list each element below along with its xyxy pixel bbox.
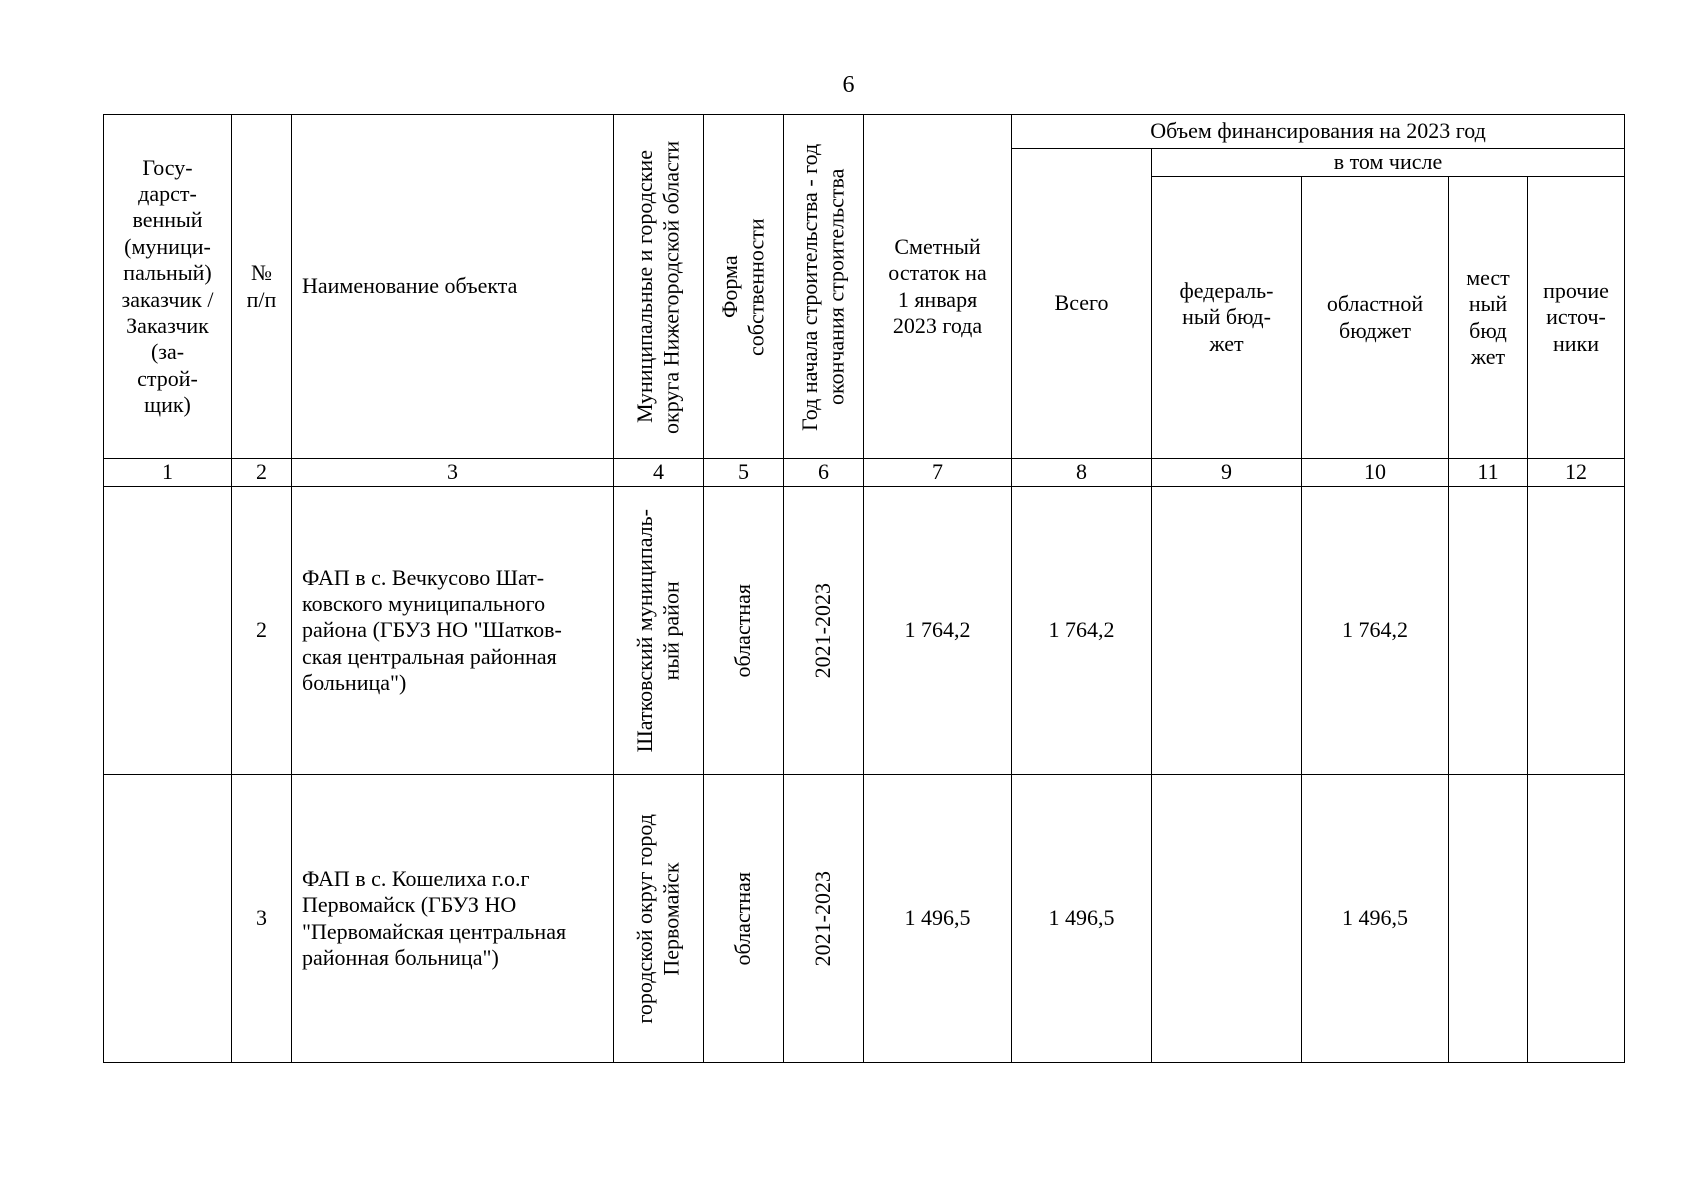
column-number: 3 xyxy=(292,459,614,487)
header-ownership-label: Форма собственности xyxy=(717,217,769,356)
cell-years xyxy=(784,775,864,1063)
header-funding-volume: Объем финансирования на 2023 год xyxy=(1012,115,1625,149)
header-municipality xyxy=(614,115,704,459)
cell-regional: 1 496,5 xyxy=(1302,775,1449,1063)
cell-other xyxy=(1528,487,1625,775)
cell-local xyxy=(1449,775,1528,1063)
header-including: в том числе xyxy=(1152,149,1625,177)
column-number: 4 xyxy=(614,459,704,487)
cell-years-text: 2021-2023 xyxy=(810,582,836,679)
header-total: Всего xyxy=(1012,149,1152,459)
header-years-label: Год начала строительства - год окончания строительства xyxy=(797,142,849,431)
header-row-1 xyxy=(104,115,1625,149)
header-regional: областной бюджет xyxy=(1302,177,1449,459)
cell-federal xyxy=(1152,775,1302,1063)
cell-object-name: ФАП в с. Кошелиха г.о.г Первомайск (ГБУЗ НО "Первомайская центральная районная больница") xyxy=(292,775,614,1063)
cell-regional: 1 764,2 xyxy=(1302,487,1449,775)
cell-ownership-text: областная xyxy=(730,871,756,966)
header-estimated-balance: Сметный остаток на 1 января 2023 года xyxy=(864,115,1012,459)
header-local: мест ный бюд жет xyxy=(1449,177,1528,459)
column-number: 11 xyxy=(1449,459,1528,487)
page-number: 6 xyxy=(842,72,855,98)
cell-years-text: 2021-2023 xyxy=(810,870,836,967)
cell-estimated-balance: 1 764,2 xyxy=(864,487,1012,775)
investment-table xyxy=(103,114,1625,1063)
header-customer: Госу- дарст- венный (муници- пальный) заказчик / Заказчик (за- строй- щик) xyxy=(104,115,232,459)
cell-federal xyxy=(1152,487,1302,775)
cell-num: 3 xyxy=(232,775,292,1063)
cell-years xyxy=(784,487,864,775)
cell-ownership xyxy=(704,487,784,775)
column-number: 6 xyxy=(784,459,864,487)
column-number: 2 xyxy=(232,459,292,487)
cell-municipality xyxy=(614,487,704,775)
table-row xyxy=(104,775,1625,1063)
header-object-name: Наименование объекта xyxy=(292,115,614,459)
column-number: 9 xyxy=(1152,459,1302,487)
column-number: 7 xyxy=(864,459,1012,487)
column-number: 1 xyxy=(104,459,232,487)
cell-total: 1 496,5 xyxy=(1012,775,1152,1063)
cell-customer xyxy=(104,487,232,775)
cell-ownership-text: областная xyxy=(730,583,756,678)
column-number: 5 xyxy=(704,459,784,487)
cell-municipality-text: Шатковский муниципаль- ный район xyxy=(632,508,684,753)
cell-total: 1 764,2 xyxy=(1012,487,1152,775)
cell-ownership xyxy=(704,775,784,1063)
cell-estimated-balance: 1 496,5 xyxy=(864,775,1012,1063)
column-number: 12 xyxy=(1528,459,1625,487)
cell-object-name: ФАП в с. Вечкусово Шат- ковского муниципального района (ГБУЗ НО "Шатков- ская центральная районная больница") xyxy=(292,487,614,775)
header-years xyxy=(784,115,864,459)
table-row xyxy=(104,487,1625,775)
column-number: 8 xyxy=(1012,459,1152,487)
cell-num: 2 xyxy=(232,487,292,775)
cell-customer xyxy=(104,775,232,1063)
cell-municipality-text: городской округ город Первомайск xyxy=(632,813,684,1024)
cell-other xyxy=(1528,775,1625,1063)
header-num: № п/п xyxy=(232,115,292,459)
header-other: прочие источ- ники xyxy=(1528,177,1625,459)
cell-municipality xyxy=(614,775,704,1063)
header-ownership xyxy=(704,115,784,459)
header-municipality-label: Муниципальные и городские округа Нижегородской области xyxy=(632,139,684,434)
column-number: 10 xyxy=(1302,459,1449,487)
cell-local xyxy=(1449,487,1528,775)
header-federal: федераль- ный бюд- жет xyxy=(1152,177,1302,459)
column-numbers-row xyxy=(104,459,1625,487)
